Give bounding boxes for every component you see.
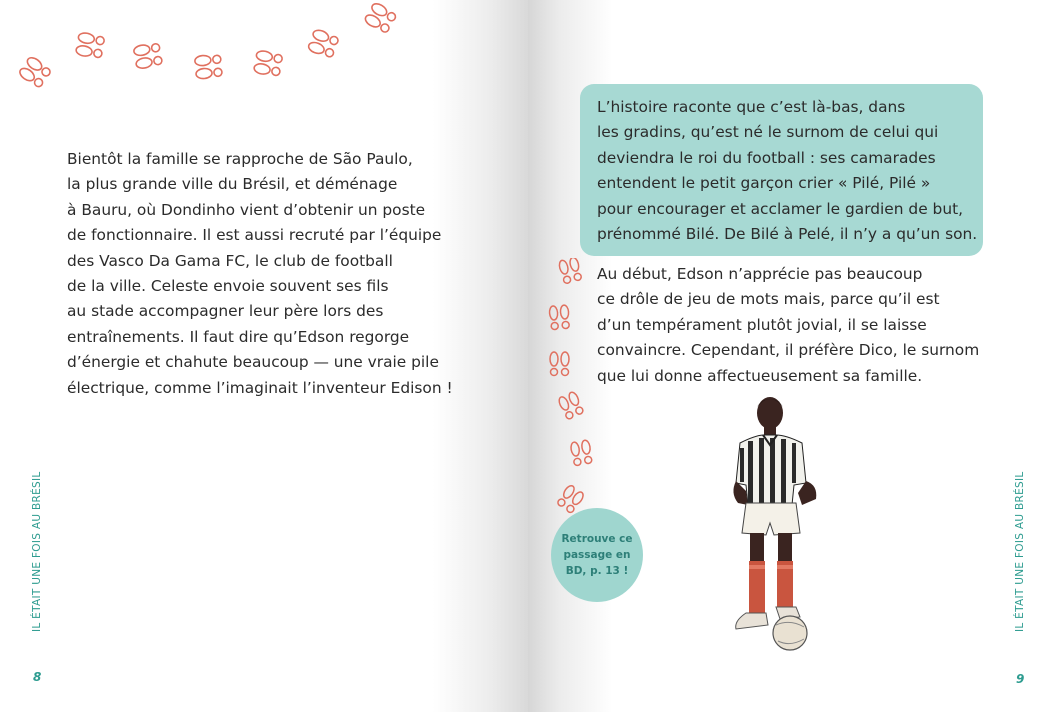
text-line: prénommé Bilé. De Bilé à Pelé, il n’y a qu’un son. [597, 225, 978, 244]
text-line: deviendra le roi du football : ses camarades [597, 148, 936, 167]
text-line: ce drôle de jeu de mots mais, parce qu’il est [597, 290, 940, 309]
badge-line: BD, p. 13 ! [565, 565, 629, 577]
text-line: de la ville. Celeste envoie souvent ses fils [67, 277, 389, 296]
callout-text [597, 95, 977, 247]
footprints-trail-icon [10, 0, 430, 100]
text-line: que lui donne affectueusement sa famille. [597, 366, 923, 385]
text-line: des Vasco Da Gama FC, le club de football [67, 251, 393, 270]
page-number: 9 [1016, 672, 1025, 686]
text-line: d’énergie et chahute beaucoup — une vraie pile [67, 353, 439, 372]
badge-line: passage en [563, 549, 631, 561]
badge-line: Retrouve ce [561, 533, 633, 545]
text-line: électrique, comme l’imaginait l’inventeur Edison ! [67, 378, 453, 397]
left-paragraph [67, 147, 453, 401]
text-line: de fonctionnaire. Il est aussi recruté par l’équipe [67, 226, 442, 245]
text-line: Bientôt la famille se rapproche de São Paulo, [67, 150, 413, 168]
running-head: IL ÉTAIT UNE FOIS AU BRÉSIL [1014, 471, 1026, 632]
text-line: pour encourager et acclamer le gardien de but, [597, 199, 964, 218]
right-paragraph [597, 262, 979, 389]
text-line: les gradins, qu’est né le surnom de celui qui [597, 123, 939, 142]
text-line: au stade accompagner leur père lors des [67, 302, 384, 321]
text-line: entendent le petit garçon crier « Pilé, Pilé » [597, 174, 931, 193]
text-line: à Bauru, où Dondinho vient d’obtenir un poste [67, 200, 426, 219]
text-line: entraînements. Il faut dire qu’Edson regorge [67, 327, 410, 346]
badge-text [557, 531, 637, 579]
text-line: Au début, Edson n’apprécie pas beaucoup [597, 265, 923, 283]
running-head: IL ÉTAIT UNE FOIS AU BRÉSIL [31, 471, 43, 632]
footprints-trail-icon [540, 258, 600, 520]
text-line: la plus grande ville du Brésil, et déménage [67, 175, 398, 194]
text-line: convaincre. Cependant, il préfère Dico, le surnom [597, 341, 980, 360]
page-number: 8 [33, 670, 42, 684]
football-player-illustration [718, 393, 842, 655]
text-line: L’histoire raconte que c’est là-bas, dans [597, 98, 906, 116]
text-line: d’un tempérament plutôt jovial, il se laisse [597, 315, 927, 334]
comic-reference-badge [551, 508, 643, 602]
